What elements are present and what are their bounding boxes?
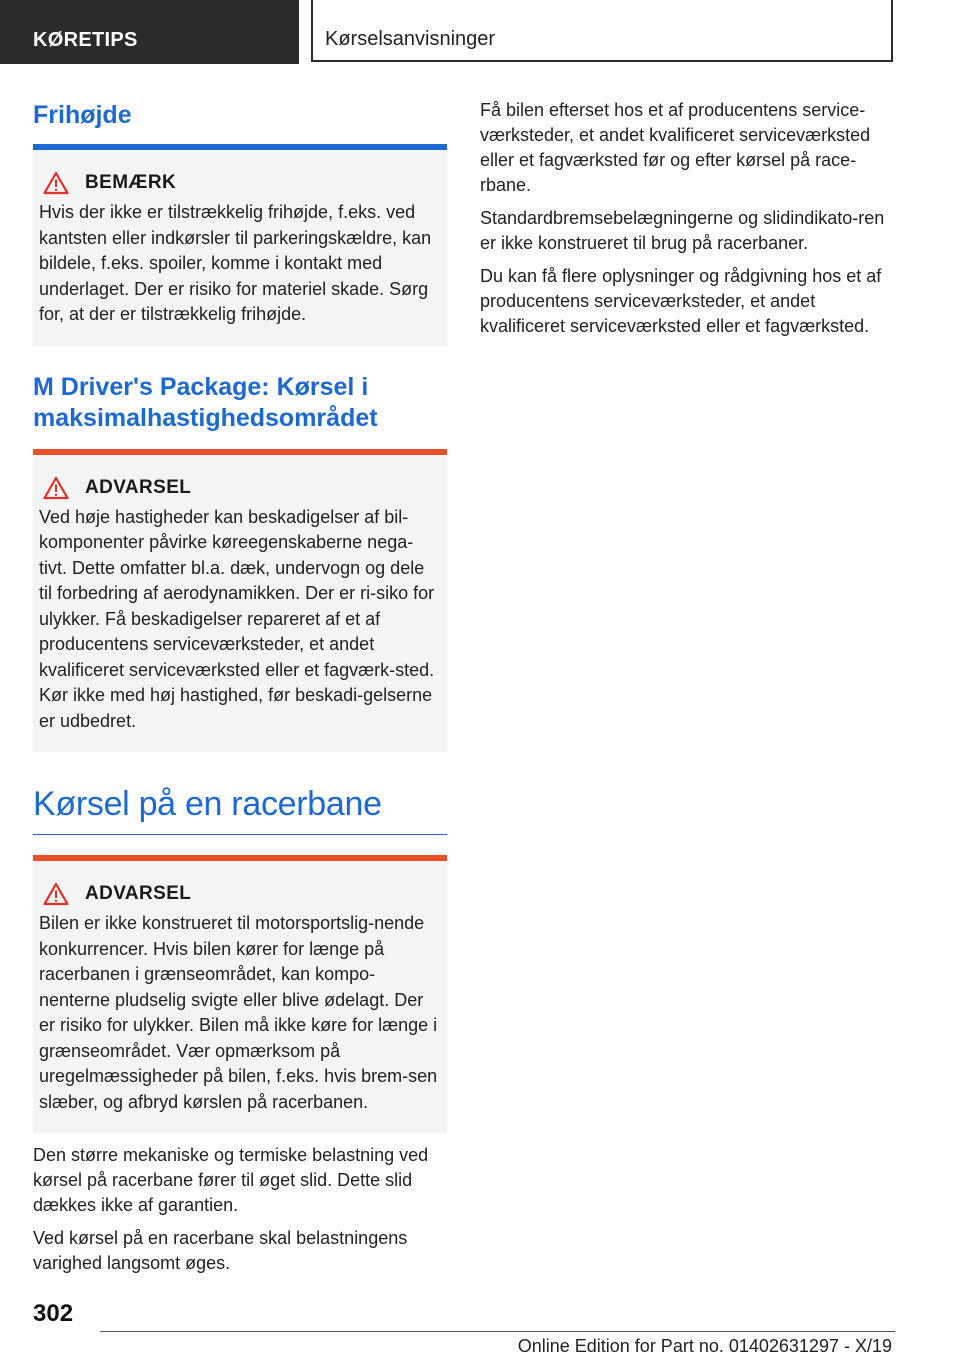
chapter-tab [311,0,893,62]
warning-label: ADVARSEL [85,883,192,904]
warning-triangle-icon [43,476,69,500]
edition-note: Online Edition for Part no. 01402631297 - X/19 [517,1336,892,1356]
paragraph-wear: Den større mekaniske og termiske belastning ved kørsel på racerbane fører til øget slid. Dette slid dækkes ikke af garantien. [33,1145,429,1215]
paragraph-advice: Du kan få flere oplysninger og rådgivning hos et af producentens serviceværksteder, et andet kvalificeret serviceværksted eller et fagværksted. [480,266,882,336]
notice-label: BEMÆRK [85,172,177,193]
chapter-title: Kørselsanvisninger [325,28,496,50]
page-number: 302 [33,1300,74,1327]
warning-triangle-icon [43,882,69,906]
paragraph-service: Få bilen efterset hos et af producentens service-værksteder, et andet kvalificeret serviceværksted eller et fagværksted før og efter kørsel på race-rbane. [480,100,871,195]
paragraph-duration: Ved kørsel på en racerbane skal belastningens varighed langsomt øges. [33,1228,408,1273]
heading-m-package: M Driver's Package: Kørsel i maksimalhastighedsområdet [33,372,378,432]
heading-clearance: Frihøjde [33,101,132,129]
warning-text: Bilen er ikke konstrueret til motorsportslig-nende konkurrencer. Hvis bilen kører for længe på racerbanen i grænseområdet, kan kompo-nenterne pludselig svigte eller blive ødelagt. Der er risiko for ulykker. Bilen må ikke køre for længe i grænseområdet. Vær opmærksom på uregelmæssigheder på bilen, f.eks. hvis brem-sen slæber, og afbryd kørslen på racerbanen. [39,913,438,1112]
warning-box-racetrack [33,855,447,1133]
left-column [33,100,447,1276]
footer-divider [100,1331,895,1332]
warning-text: Ved høje hastigheder kan beskadigelser af bil-komponenter påvirke køreegenskaberne nega-tivt. Dette omfatter bl.a. dæk, undervogn og dele til forbedring af aerodynamikken. Der er ri-siko for ulykker. Få beskadigelser repareret af et af producentens serviceværksteder, et andet kvalificeret serviceværksted eller et fagværk-sted. Kør ikke med høj hastighed, før beskadi-gelserne er udbedret. [39,506,435,731]
warning-triangle-icon [43,171,69,195]
warning-label: ADVARSEL [85,476,192,498]
section-title: KØRETIPS [33,29,138,51]
paragraph-brakes: Standardbremsebelægningerne og slidindikato-ren er ikke konstrueret til brug på racerbaner. [480,208,885,253]
notice-box-clearance [33,144,447,346]
notice-text: Hvis der ikke er tilstrækkelig frihøjde, f.eks. ved kantsten eller indkørsler til parkeringskældre, kan bildele, f.eks. spoiler, komme i kontakt med underlaget. Der er risiko for materiel skade. Sørg for, at der er tilstrækkelig frihøjde. [39,202,432,324]
heading-racetrack: Kørsel på en racerbane [33,785,382,823]
warning-box-m-package [33,449,447,753]
section-tab [0,0,299,64]
right-column [480,98,898,339]
